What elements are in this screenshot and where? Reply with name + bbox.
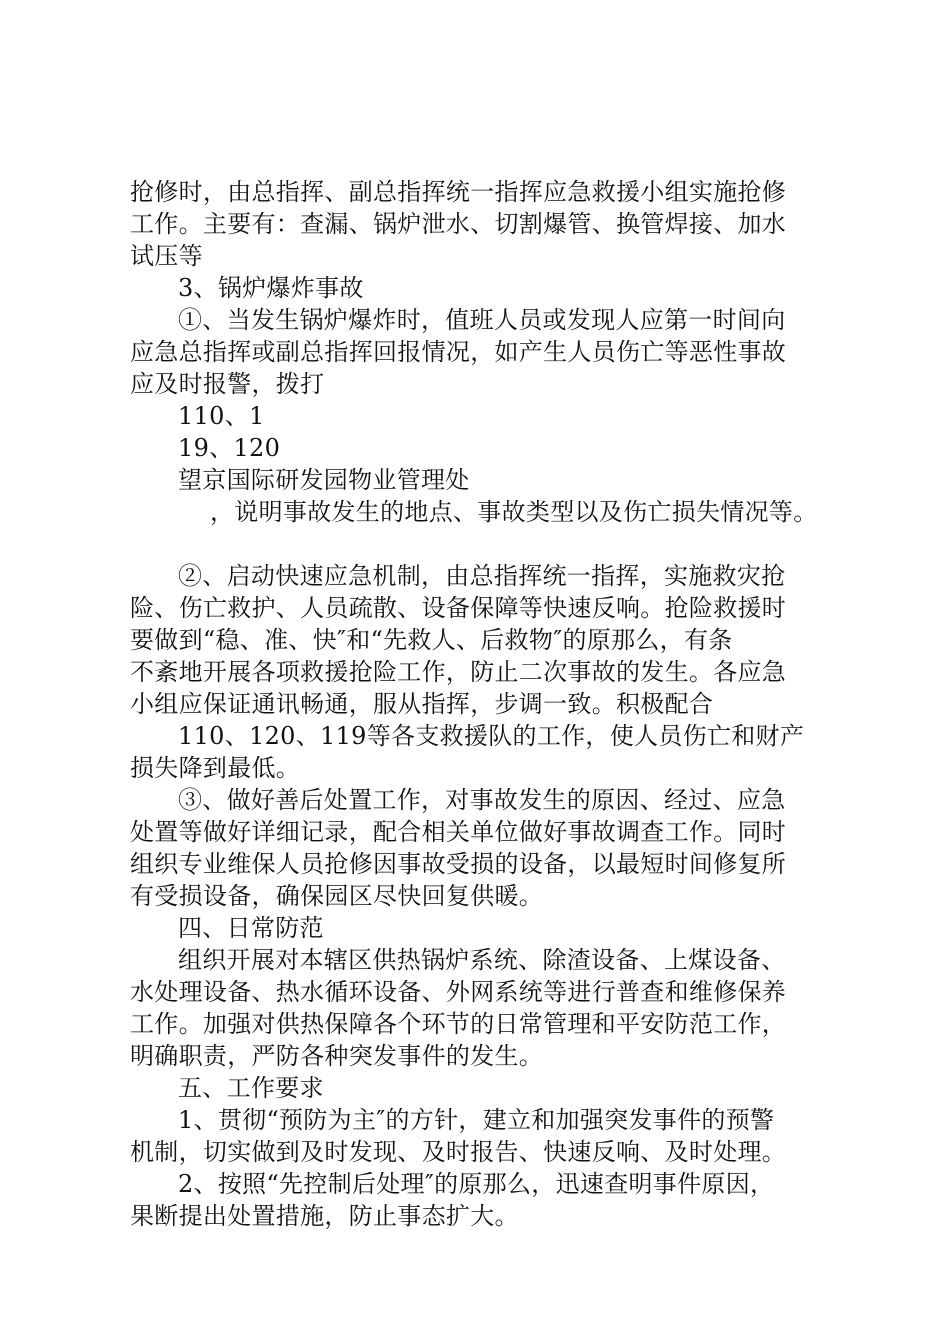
section-heading: 3、锅炉爆炸事故 [178, 274, 364, 302]
text-line: 2、按照“先控制后处理″的原那么，迅速查明事件原因， [178, 1170, 775, 1198]
text-line: 组织开展对本辖区供热锅炉系统、除渣设备、上煤设备、 [178, 946, 786, 974]
text-line: 1、贯彻“预防为主″的方针，建立和加强突发事件的预警 [178, 1106, 775, 1134]
text-line: 望京国际研发园物业管理处 [178, 466, 470, 494]
text-line: 试压等 [130, 242, 203, 270]
text-line: 110、1 [178, 402, 265, 430]
text-line: 小组应保证通讯畅通，服从指挥，步调一致。积极配合 [130, 690, 714, 718]
text-line: 果断提出处置措施，防止事态扩大。 [130, 1202, 519, 1230]
section-heading: 四、日常防范 [178, 914, 324, 942]
text-line: 机制，切实做到及时发现、及时报告、快速反响、及时处理。 [130, 1138, 787, 1166]
text-line: 水处理设备、热水循环设备、外网系统等进行普查和维修保养 [130, 978, 787, 1006]
text-line: 19、120 [178, 434, 281, 462]
text-line: 应急总指挥或副总指挥回报情况，如产生人员伤亡等恶性事故 [130, 338, 787, 366]
text-line: 应及时报警，拨打 [130, 370, 325, 398]
text-line: 要做到“稳、准、快″和“先救人、后救物″的原那么，有条 [130, 626, 733, 654]
text-line: ①、当发生锅炉爆炸时，值班人员或发现人应第一时间向 [178, 306, 786, 334]
text-line: ，说明事故发生的地点、事故类型以及伤亡损失情况等。 [210, 498, 818, 526]
section-heading: 五、工作要求 [178, 1074, 324, 1102]
text-line: 损失降到最低。 [130, 754, 301, 782]
text-line: 110、120、119等各支救援队的工作，使人员伤亡和财产 [178, 722, 805, 750]
text-line: 处置等做好详细记录，配合相关单位做好事故调查工作。同时 [130, 818, 787, 846]
text-line: 工作。主要有：查漏、锅炉泄水、切割爆管、换管焊接、加水 [130, 210, 787, 238]
text-line: 工作。加强对供热保障各个环节的日常管理和平安防范工作， [130, 1010, 787, 1038]
text-line: 险、伤亡救护、人员疏散、设备保障等快速反响。抢险救援时 [130, 594, 787, 622]
text-line: 明确职责，严防各种突发事件的发生。 [130, 1042, 544, 1070]
text-line: ②、启动快速应急机制，由总指挥统一指挥，实施救灾抢 [178, 562, 786, 590]
text-line: 抢修时，由总指挥、副总指挥统一指挥应急救援小组实施抢修 [130, 178, 787, 206]
text-line: ③、做好善后处置工作，对事故发生的原因、经过、应急 [178, 786, 786, 814]
text-line: 有受损设备，确保园区尽快回复供暖。 [130, 882, 544, 910]
text-line: 不紊地开展各项救援抢险工作，防止二次事故的发生。各应急 [130, 658, 787, 686]
text-line: 组织专业维保人员抢修因事故受损的设备，以最短时间修复所 [130, 850, 787, 878]
